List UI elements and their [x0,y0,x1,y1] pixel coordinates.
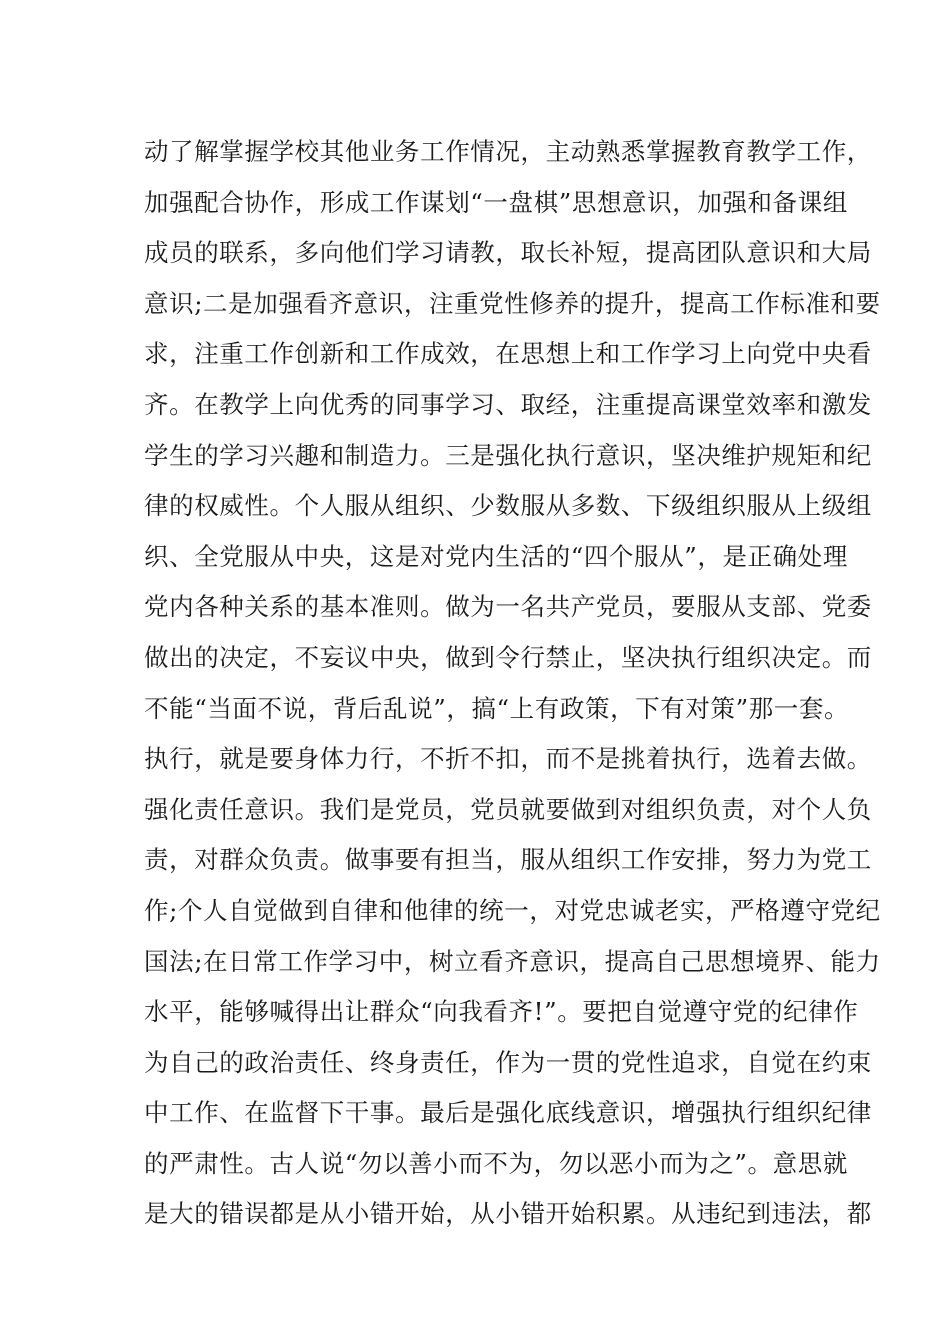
text-line: 律的权威性。个人服从组织、少数服从多数、下级组织服从上级组 [144,491,872,521]
text-line: 中工作、在监督下干事。最后是强化底线意识，增强执行组织纪律 [144,1098,872,1128]
text-line: 成员的联系，多向他们学习请教，取长补短，提高团队意识和大局 [144,238,872,268]
text-line: 为自己的政治责任、终身责任，作为一贯的党性追求，自觉在约束 [144,1047,872,1077]
text-line: 作;个人自觉做到自律和他律的统一，对党忠诚老实，严格遵守党纪 [144,895,881,925]
text-line: 水平，能够喊得出让群众“向我看齐!”。要把自觉遵守党的纪律作 [144,997,859,1027]
text-line: 学生的学习兴趣和制造力。三是强化执行意识，坚决维护规矩和纪 [144,440,872,470]
text-line: 是大的错误都是从小错开始，从小错开始积累。从违纪到违法，都 [144,1199,872,1229]
text-line: 的严肃性。古人说“勿以善小而不为，勿以恶小而为之”。意思就 [144,1148,848,1178]
text-line: 齐。在教学上向优秀的同事学习、取经，注重提高课堂效率和激发 [144,389,872,419]
text-line: 执行，就是要身体力行，不折不扣，而不是挑着执行，选着去做。 [144,744,872,774]
text-line: 国法;在日常工作学习中，树立看齐意识，提高自己思想境界、能力 [144,946,881,976]
text-line: 党内各种关系的基本准则。做为一名共产党员，要服从支部、党委 [144,592,872,622]
text-line: 强化责任意识。我们是党员，党员就要做到对组织负责，对个人负 [144,794,872,824]
body-text [144,132,881,1245]
text-line: 加强配合协作，形成工作谋划“一盘棋”思想意识，加强和备课组 [144,187,848,217]
text-line: 责，对群众负责。做事要有担当，服从组织工作安排，努力为党工 [144,845,872,875]
text-line: 求，注重工作创新和工作成效，在思想上和工作学习上向党中央看 [144,339,872,369]
text-line: 不能“当面不说，背后乱说”，搞“上有政策，下有对策”那一套。 [144,693,850,723]
text-line: 做出的决定，不妄议中央，做到令行禁止，坚决执行组织决定。而 [144,642,872,672]
text-line: 动了解掌握学校其他业务工作情况，主动熟悉掌握教育教学工作， [144,137,872,166]
text-line: 织、全党服从中央，这是对党内生活的“四个服从”，是正确处理 [144,541,848,571]
text-line: 意识;二是加强看齐意识，注重党性修养的提升，提高工作标准和要 [144,288,881,318]
